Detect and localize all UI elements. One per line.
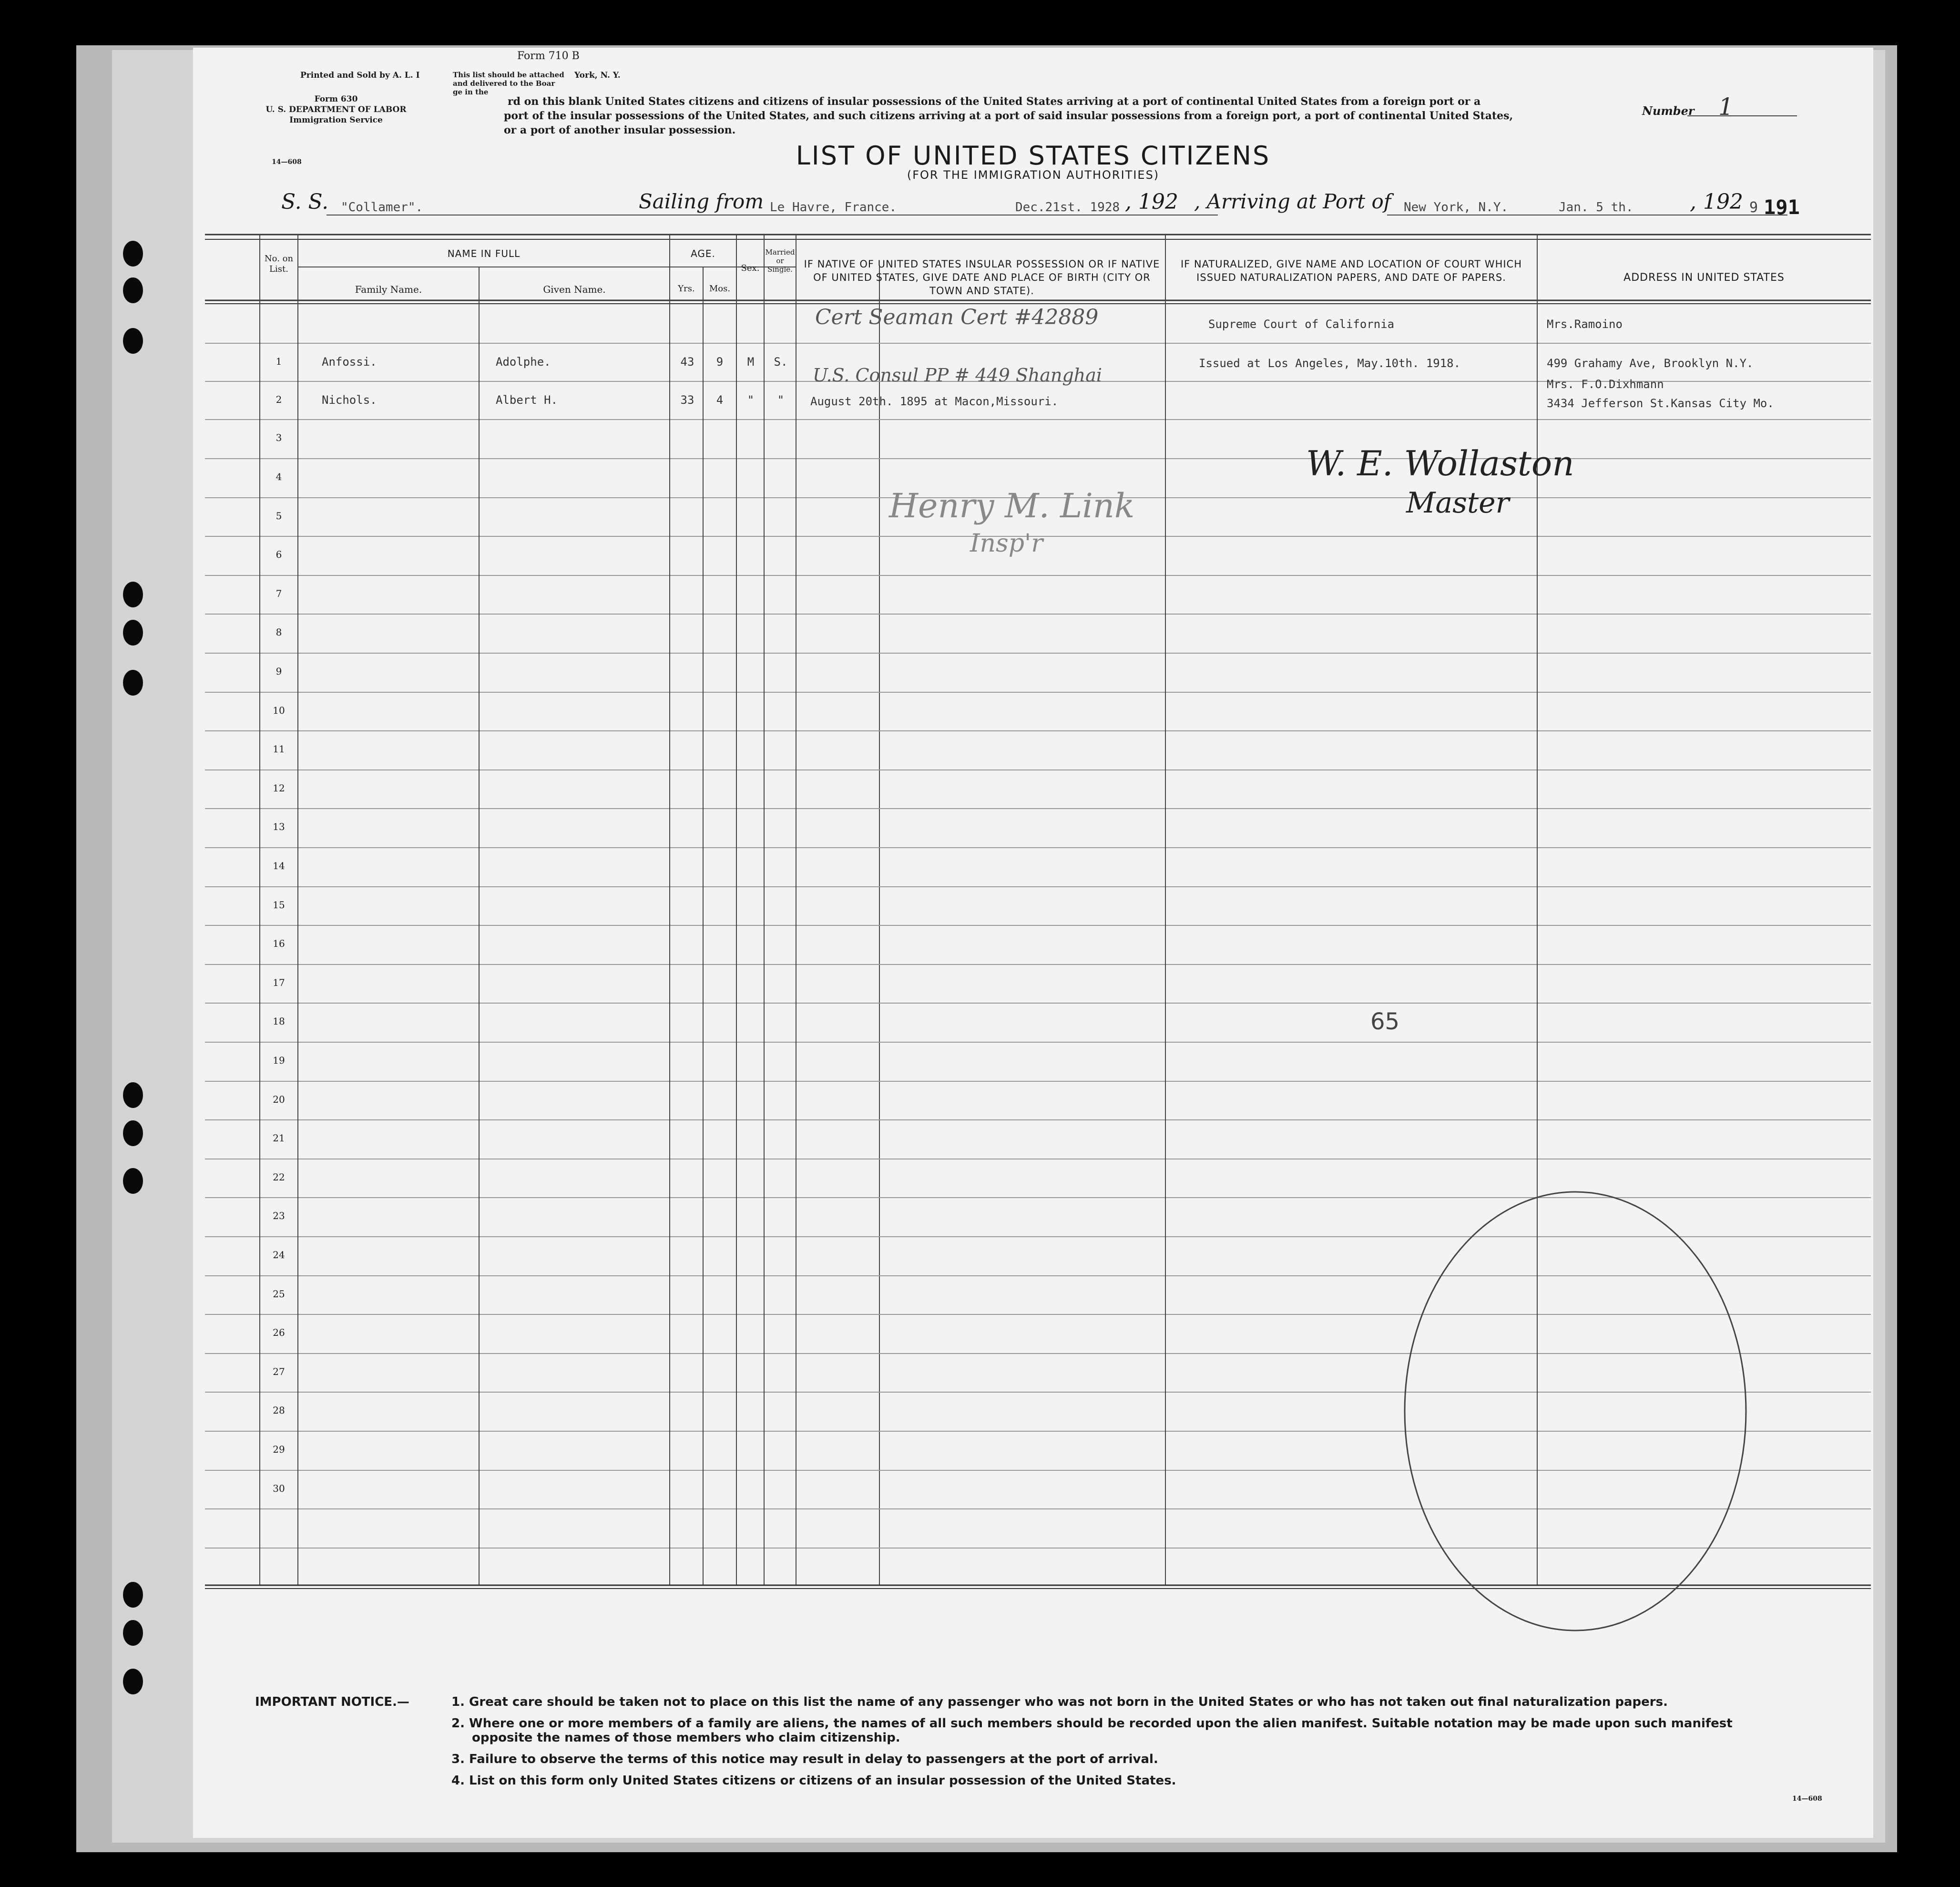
year-suffix-1: , 192 <box>1125 190 1178 214</box>
row2-given: Albert H. <box>496 393 558 407</box>
list-title: LIST OF UNITED STATES CITIZENS <box>796 141 1271 171</box>
row-number: 4 <box>276 471 282 482</box>
attach-note-1: This list should be attached <box>453 71 564 79</box>
naturalization-court: Supreme Court of California <box>1208 318 1395 331</box>
col-name-in-full: NAME IN FULL <box>447 248 521 259</box>
notice-item-2: 2. Where one or more members of a family are aliens, the names of all such members should be recorded upon the alien manifest. Suitable notation may be made upon such manifest <box>451 1716 1733 1731</box>
row-number: 5 <box>276 510 282 522</box>
row1-family: Anfossi. <box>322 355 377 369</box>
row-number: 28 <box>273 1405 285 1416</box>
footer-code: 14—608 <box>1792 1795 1822 1803</box>
col-no-on-list: No. on List. <box>264 254 294 274</box>
row2-address: 3434 Jefferson St.Kansas City Mo. <box>1547 397 1774 410</box>
row-number: 10 <box>273 705 285 716</box>
binder-hole <box>123 241 143 267</box>
notice-heading: IMPORTANT NOTICE.— <box>255 1695 409 1709</box>
attach-note-2: and delivered to the Boar <box>453 79 555 88</box>
col-family-name: Family Name. <box>355 284 422 295</box>
ship-name: "Collamer". <box>341 200 423 215</box>
stamp-circle <box>1405 1192 1746 1631</box>
row-number: 9 <box>276 666 282 677</box>
row-number: 12 <box>273 782 285 794</box>
instructions-line-2: port of the insular possessions of the United States, and such citizens arriving at a port of said insular possessions from a foreign port, a port of continental United States, <box>504 110 1513 122</box>
row-number: 27 <box>273 1366 285 1377</box>
form-630: Form 630 <box>314 94 358 104</box>
arrival-port: New York, N.Y. <box>1404 200 1509 215</box>
arriving-label: , Arriving at Port of <box>1194 190 1391 213</box>
row-number: 19 <box>273 1055 285 1066</box>
service-name: Immigration Service <box>289 115 383 125</box>
notice-item-4: 4. List on this form only United States citizens or citizens of an insular possession of the United States. <box>451 1774 1176 1788</box>
year-digit: 9 <box>1749 199 1758 216</box>
row-number: 29 <box>273 1444 285 1455</box>
row-number: 22 <box>273 1171 285 1183</box>
binder-hole <box>123 277 143 303</box>
row-number: 11 <box>273 743 285 755</box>
column-rules <box>260 235 1537 1585</box>
row2-native: August 20th. 1895 at Macon,Missouri. <box>810 395 1059 408</box>
manifest-page <box>193 48 1873 1838</box>
row-number: 14 <box>273 860 285 872</box>
binder-hole <box>123 328 143 354</box>
binder-hole <box>123 1620 143 1646</box>
stamp-number: 191 <box>1764 195 1800 219</box>
binder-hole <box>123 1669 143 1694</box>
instructions-line-3: or a port of another insular possession. <box>504 124 736 136</box>
list-subtitle: (FOR THE IMMIGRATION AUTHORITIES) <box>907 168 1160 182</box>
binder-hole <box>123 1582 143 1608</box>
ss-label: S. S. <box>281 190 329 214</box>
row-number: 21 <box>273 1132 285 1144</box>
form-code: 14—608 <box>272 158 302 166</box>
row-number: 25 <box>273 1288 285 1300</box>
row-number: 8 <box>276 626 282 638</box>
inspector-signature: Henry M. Link <box>889 486 1135 525</box>
col-mos: Mos. <box>709 284 731 294</box>
number-value: 1 <box>1718 93 1734 121</box>
col-sex: Sex. <box>741 263 760 273</box>
col-married: Married or Single. <box>765 248 795 274</box>
binder-hole <box>123 1082 143 1108</box>
row-number: 24 <box>273 1249 285 1261</box>
row-number: 17 <box>273 977 285 988</box>
attach-note-3: ge in the <box>453 88 489 96</box>
instructions-line-1: rd on this blank United States citizens and citizens of insular possessions of the United States arriving at a port of continental United States from a foreign port or a <box>508 95 1481 108</box>
notice-item-2-cont: opposite the names of those members who claim citizenship. <box>472 1731 900 1745</box>
row-number: 18 <box>273 1015 285 1027</box>
row2-sex: " <box>747 393 755 407</box>
sailing-label: Sailing from <box>639 190 764 213</box>
master-title: Master <box>1406 486 1510 520</box>
form-number: Form 710 B <box>517 50 580 62</box>
row-number: 30 <box>273 1483 285 1494</box>
row-number: 3 <box>276 432 282 443</box>
binder-hole <box>123 1168 143 1194</box>
row-number: 6 <box>276 549 282 560</box>
city-line: York, N. Y. <box>574 71 621 80</box>
seaman-cert-note: Cert Seaman Cert #42889 <box>815 305 1099 329</box>
binder-hole <box>123 620 143 646</box>
row2-married: " <box>777 393 785 407</box>
row2-yrs: 33 <box>680 393 694 407</box>
address-care-of-1: Mrs.Ramoino <box>1547 318 1623 331</box>
col-naturalized: IF NATURALIZED, GIVE NAME AND LOCATION OF COURT WHICH ISSUED NATURALIZATION PAPERS, AND DATE OF PAPERS. <box>1180 258 1522 283</box>
notice-item-3: 3. Failure to observe the terms of this notice may result in delay to passengers at the port of arrival. <box>451 1752 1158 1766</box>
consul-passport-note: U.S. Consul PP # 449 Shanghai <box>813 365 1102 386</box>
row-number: 23 <box>273 1210 285 1221</box>
department-name: U. S. DEPARTMENT OF LABOR <box>265 105 407 114</box>
row-number: 2 <box>276 394 282 405</box>
col-native: IF NATIVE OF UNITED STATES INSULAR POSSESSION OR IF NATIVE OF UNITED STATES, GIVE DATE AND PLACE OF BIRTH (CITY OR TOWN AND STATE). <box>804 258 1160 297</box>
col-yrs: Yrs. <box>678 284 695 294</box>
arrival-date: Jan. 5 th. <box>1559 200 1633 215</box>
address-care-of-2: Mrs. F.O.Dixhmann <box>1547 378 1664 391</box>
row-number: 7 <box>276 588 282 599</box>
notice-item-1: 1. Great care should be taken not to place on this list the name of any passenger who was not born in the United States or who has not taken out final naturalization papers. <box>451 1695 1668 1709</box>
row2-family: Nichols. <box>322 393 377 407</box>
row-number: 13 <box>273 821 285 832</box>
row-number: 15 <box>273 899 285 911</box>
row1-address: 499 Grahamy Ave, Brooklyn N.Y. <box>1547 357 1754 370</box>
row1-sex: M <box>747 355 755 369</box>
row-number: 20 <box>273 1094 285 1105</box>
col-address: ADDRESS IN UNITED STATES <box>1623 272 1785 284</box>
row1-married: S. <box>774 355 788 369</box>
row-number: 16 <box>273 938 285 949</box>
row-number: 26 <box>273 1327 285 1338</box>
number-label: Number <box>1642 104 1695 118</box>
sailing-from: Le Havre, France. <box>770 200 897 215</box>
sailing-date: Dec.21st. 1928 <box>1015 200 1120 215</box>
row1-mos: 9 <box>716 355 724 369</box>
col-given-name: Given Name. <box>543 284 606 295</box>
printer-line: Printed and Sold by A. L. I <box>300 71 420 80</box>
binder-hole <box>123 582 143 607</box>
row-number: 1 <box>276 356 282 367</box>
row1-yrs: 43 <box>680 355 694 369</box>
page-number: 65 <box>1370 1008 1400 1035</box>
binder-hole <box>123 670 143 696</box>
row1-given: Adolphe. <box>496 355 551 369</box>
master-signature: W. E. Wollaston <box>1306 443 1574 483</box>
binder-hole <box>123 1120 143 1146</box>
col-age: AGE. <box>691 248 715 259</box>
row2-mos: 4 <box>716 393 724 407</box>
row1-naturalized: Issued at Los Angeles, May.10th. 1918. <box>1199 357 1461 370</box>
inspector-title: Insp'r <box>970 529 1043 558</box>
year-suffix-2: , 192 <box>1690 190 1743 214</box>
